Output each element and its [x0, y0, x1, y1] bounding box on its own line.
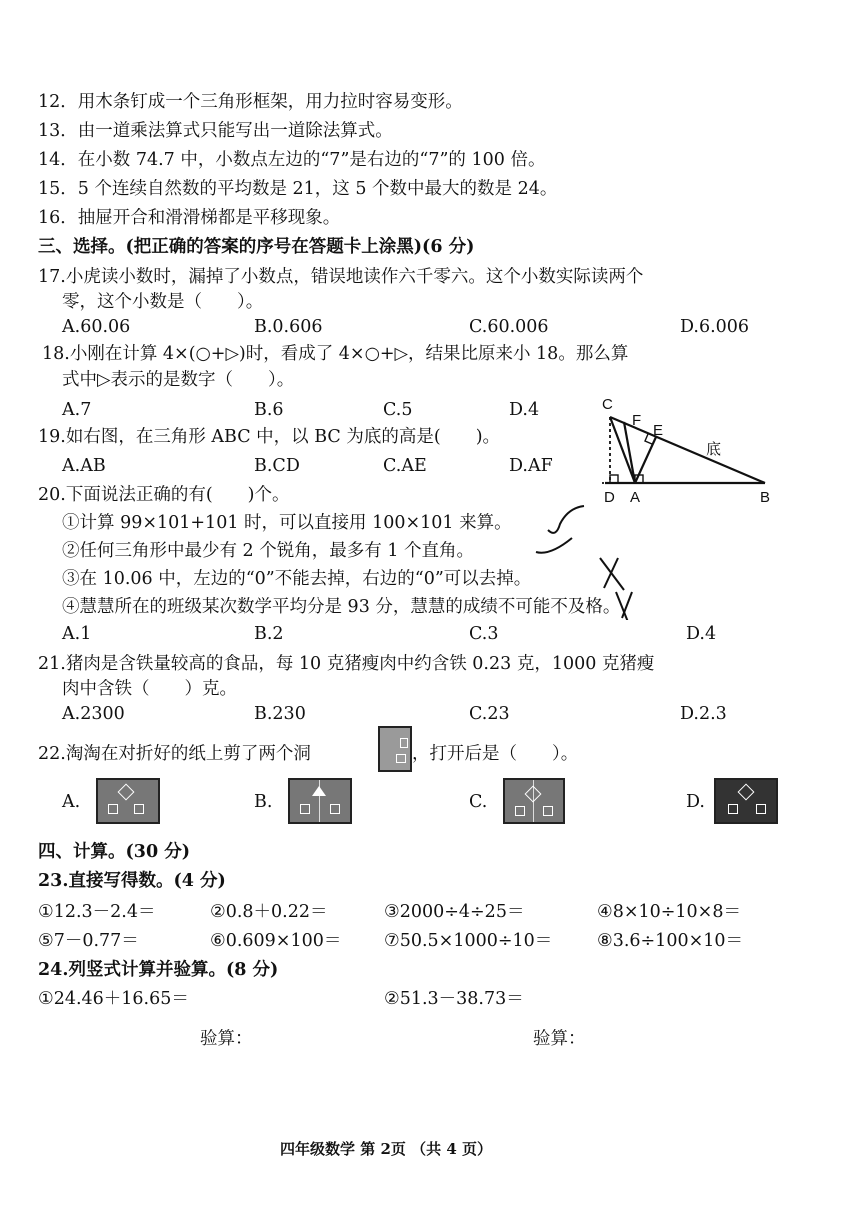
q22-option-d-label: D.: [686, 792, 705, 812]
q22-option-a-image: [96, 778, 160, 824]
q20-statement-2: ②任何三角形中最少有 2 个锐角，最多有 1 个直角。: [62, 541, 475, 561]
q21-line1: 21.猪肉是含铁量较高的食品，每 10 克猪瘦肉中约含铁 0.23 克，1000 克猪瘦: [38, 654, 655, 674]
q24-title: 24.列竖式计算并验算。(8 分): [38, 960, 279, 980]
check-mark-2: [536, 538, 572, 553]
q22-option-b-label: B.: [254, 792, 273, 812]
q22-option-d-image: [714, 778, 778, 824]
cross-mark-3b: [604, 558, 618, 588]
q22-option-b-image: [288, 778, 352, 824]
q17-option-b: B.0.606: [254, 317, 323, 337]
folded-paper-image: [378, 726, 412, 772]
label-d: D: [604, 489, 615, 506]
q23-title: 23.直接写得数。(4 分): [38, 871, 226, 891]
q22-option-c-label: C.: [469, 792, 488, 812]
triangle-figure: [590, 395, 790, 510]
q23-item-2: ②0.8＋0.22＝: [210, 902, 328, 922]
q20-option-d: D.4: [686, 624, 717, 644]
q24-item-1: ①24.46＋16.65＝: [38, 989, 189, 1009]
q23-item-8: ⑧3.6÷100×10＝: [597, 931, 744, 951]
q21-line2: 肉中含铁（ ）克。: [62, 679, 237, 699]
q21-option-b: B.230: [254, 704, 306, 724]
section4-title: 四、计算。(30 分): [38, 842, 191, 862]
q23-item-3: ③2000÷4÷25＝: [384, 902, 525, 922]
q17-line2: 零，这个小数是（ ）。: [62, 292, 264, 312]
segment-af: [624, 422, 635, 483]
label-base: 底: [706, 440, 722, 458]
q22-option-a-label: A.: [62, 792, 81, 812]
section3-title: 三、选择。(把正确的答案的序号在答题卡上涂黑)(6 分): [38, 237, 475, 257]
cross-mark-3a: [600, 558, 624, 590]
q19-option-c: C.AE: [383, 456, 427, 476]
q19-option-b: B.CD: [254, 456, 300, 476]
q20-statement-1: ①计算 99×101+101 时，可以直接用 100×101 来算。: [62, 513, 512, 533]
judge-item-15: 15．5 个连续自然数的平均数是 21，这 5 个数中最大的数是 24。: [38, 179, 558, 199]
segment-ae: [635, 437, 656, 483]
q18-line2: 式中▷表示的是数字（ ）。: [62, 370, 295, 390]
q20-option-c: C.3: [469, 624, 499, 644]
q21-option-a: A.2300: [62, 704, 125, 724]
q24-check-label-1: 验算：: [200, 1029, 253, 1049]
q20-statement-4: ④慧慧所在的班级某次数学平均分是 93 分，慧慧的成绩不可能不及格。: [62, 597, 621, 617]
q18-option-c: C.5: [383, 400, 413, 420]
page-footer: 四年级数学 第 2页 （共 4 页）: [280, 1140, 492, 1158]
q21-option-d: D.2.3: [680, 704, 727, 724]
label-a: A: [630, 489, 641, 506]
q20-statement-3: ③在 10.06 中，左边的“0”不能去掉，右边的“0”可以去掉。: [62, 569, 532, 589]
cross-mark-4b: [622, 592, 632, 618]
judge-item-16: 16．抽屉开合和滑滑梯都是平移现象。: [38, 208, 341, 228]
q20-option-b: B.2: [254, 624, 284, 644]
q18-option-a: A.7: [62, 400, 92, 420]
judge-item-13: 13．由一道乘法算式只能写出一道除法算式。: [38, 121, 393, 141]
q21-option-c: C.23: [469, 704, 510, 724]
q23-item-6: ⑥0.609×100＝: [210, 931, 342, 951]
q18-option-d: D.4: [509, 400, 540, 420]
q20-line1: 20.下面说法正确的有( )个。: [38, 485, 290, 505]
handwritten-marks: [528, 500, 648, 620]
q24-check-label-2: 验算：: [533, 1029, 586, 1049]
q18-line1: 18.小刚在计算 4×(○+▷)时，看成了 4×○+▷，结果比原来小 18。那么算: [42, 344, 629, 364]
q19-line1: 19.如右图，在三角形 ABC 中，以 BC 为底的高是( )。: [38, 427, 501, 447]
q22-text-after: ，打开后是（ ）。: [412, 744, 579, 764]
judge-item-14: 14．在小数 74.7 中，小数点左边的“7”是右边的“7”的 100 倍。: [38, 150, 546, 170]
label-f: F: [632, 412, 642, 429]
q18-option-b: B.6: [254, 400, 284, 420]
q19-option-d: D.AF: [509, 456, 553, 476]
right-angle-d: [610, 475, 618, 483]
q22-option-c-image: [503, 778, 565, 824]
label-c: C: [602, 396, 613, 413]
q24-item-2: ②51.3－38.73＝: [384, 989, 524, 1009]
q17-option-d: D.6.006: [680, 317, 750, 337]
check-mark-1: [548, 506, 584, 533]
q17-option-c: C.60.006: [469, 317, 549, 337]
label-e: E: [653, 422, 664, 439]
q22-text-before: 22.淘淘在对折好的纸上剪了两个洞: [38, 744, 311, 764]
q17-option-a: A.60.06: [62, 317, 131, 337]
q23-item-5: ⑤7－0.77＝: [38, 931, 139, 951]
q20-option-a: A.1: [62, 624, 92, 644]
q19-option-a: A.AB: [62, 456, 106, 476]
q23-item-7: ⑦50.5×1000÷10＝: [384, 931, 553, 951]
judge-item-12: 12．用木条钉成一个三角形框架，用力拉时容易变形。: [38, 92, 463, 112]
q23-item-4: ④8×10÷10×8＝: [597, 902, 741, 922]
q23-item-1: ①12.3－2.4＝: [38, 902, 156, 922]
q17-line1: 17.小虎读小数时，漏掉了小数点，错误地读作六千零六。这个小数实际读两个: [38, 267, 644, 287]
label-b: B: [760, 489, 771, 506]
